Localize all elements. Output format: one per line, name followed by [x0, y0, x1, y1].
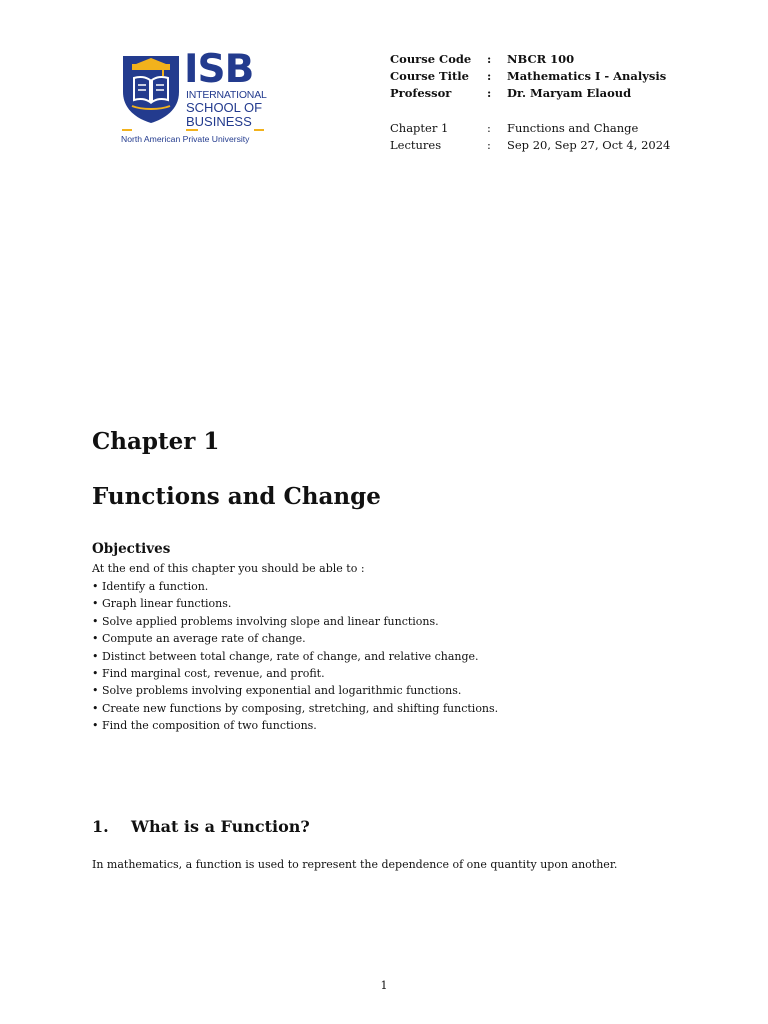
list-item: [92, 685, 498, 702]
list-item: [92, 668, 498, 685]
bullet: •: [92, 597, 99, 611]
list-item: [92, 703, 498, 720]
bullet: •: [92, 666, 99, 680]
info-key: Chapter 1: [390, 121, 449, 135]
logo-line-business: BUSINESS: [186, 114, 252, 129]
objective-text: Identify a function.: [102, 580, 209, 593]
info-separator: :: [487, 121, 491, 135]
info-key: Course Code: [390, 52, 472, 66]
info-separator: :: [487, 138, 491, 152]
info-value: Mathematics I - Analysis: [507, 69, 667, 83]
section-heading: [92, 819, 310, 835]
objectives-heading: Objectives: [92, 541, 171, 557]
info-separator: :: [487, 86, 492, 100]
list-item: [92, 720, 498, 737]
objective-text: Compute an average rate of change.: [102, 632, 306, 646]
logo-line-school-of: SCHOOL OF: [186, 100, 263, 115]
objective-text: Solve applied problems involving slope and linear functions.: [102, 614, 439, 628]
info-key: Course Title: [390, 69, 469, 83]
logo-line-international: INTERNATIONAL: [186, 89, 267, 101]
objective-text: Solve problems involving exponential and logarithmic functions.: [102, 684, 462, 698]
list-item: [92, 633, 498, 650]
objective-text: Find the composition of two functions.: [102, 719, 317, 733]
info-separator: :: [487, 69, 492, 83]
section-title: What is a Function?: [131, 817, 310, 836]
logo-divider: [122, 129, 264, 131]
page-number: 1: [380, 979, 388, 992]
list-item: [92, 581, 498, 598]
list-item: [92, 651, 498, 668]
section-number: 1.: [92, 817, 109, 836]
shield-icon: [122, 54, 180, 124]
objective-text: Create new functions by composing, stretching, and shifting functions.: [102, 701, 499, 715]
logo-tagline: North American Private University: [121, 134, 250, 144]
info-key: Lectures: [390, 138, 442, 152]
bullet: •: [92, 632, 99, 646]
section-paragraph: In mathematics, a function is used to represent the dependence of one quantity upon another.: [92, 858, 618, 871]
chapter-heading: Chapter 1: [92, 428, 220, 455]
logo-acronym: ISB: [184, 47, 254, 92]
isb-logo: [120, 47, 270, 149]
bullet: •: [92, 614, 99, 628]
list-item: [92, 598, 498, 615]
bullet: •: [92, 701, 99, 715]
list-item: [92, 616, 498, 633]
objective-text: Distinct between total change, rate of change, and relative change.: [102, 649, 479, 663]
bullet: •: [92, 649, 99, 663]
objectives-list: [92, 581, 498, 738]
info-separator: :: [487, 52, 492, 66]
chapter-title: Functions and Change: [92, 483, 381, 510]
info-value: NBCR 100: [507, 52, 575, 66]
objective-text: Graph linear functions.: [102, 597, 232, 611]
bullet: •: [92, 719, 99, 733]
info-value: Sep 20, Sep 27, Oct 4, 2024: [507, 138, 671, 152]
bullet: •: [92, 580, 99, 593]
objectives-intro: At the end of this chapter you should be able to :: [92, 562, 365, 575]
info-value: Dr. Maryam Elaoud: [507, 86, 632, 100]
info-value: Functions and Change: [507, 121, 639, 135]
info-key: Professor: [390, 86, 452, 100]
objective-text: Find marginal cost, revenue, and profit.: [102, 666, 325, 680]
bullet: •: [92, 684, 99, 698]
